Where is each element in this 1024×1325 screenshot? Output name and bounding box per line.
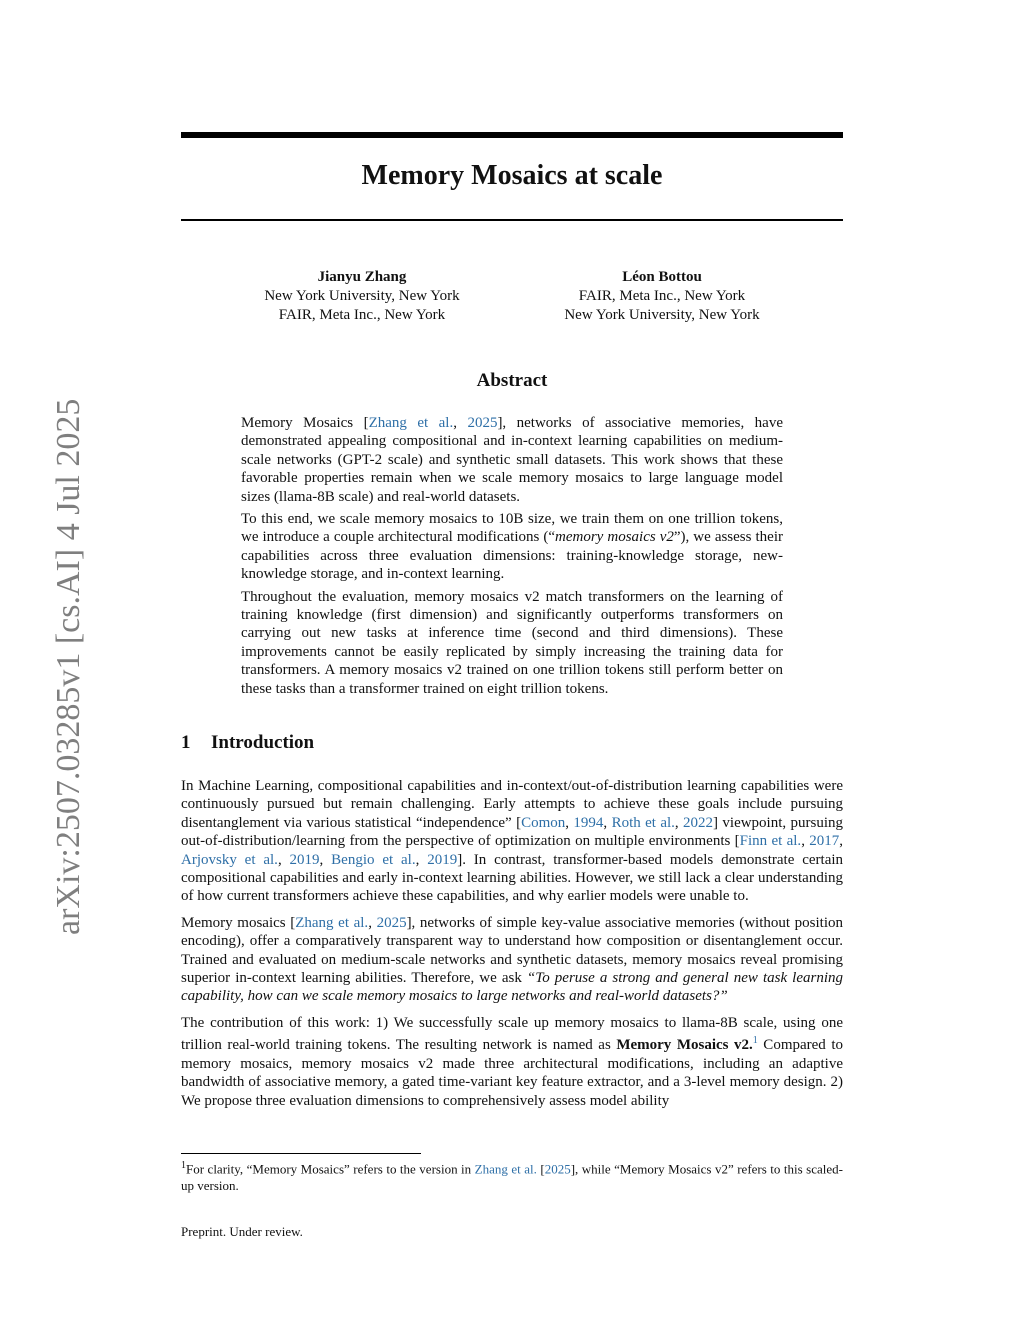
author-affiliation: New York University, New York xyxy=(264,288,460,304)
citation-year-link[interactable]: 2017 xyxy=(809,833,840,850)
footnote-number: 1 xyxy=(181,1160,186,1171)
citation-link[interactable]: Comon xyxy=(521,814,566,831)
footnote-marker-link[interactable]: 1 xyxy=(752,1035,758,1047)
title-rule-bottom xyxy=(181,219,843,221)
author-name: Léon Bottou xyxy=(622,269,702,285)
citation-link[interactable]: Arjovsky et al. xyxy=(181,851,278,868)
citation-year-link[interactable]: 2025 xyxy=(544,1161,571,1177)
paper-title: Memory Mosaics at scale xyxy=(361,160,663,191)
abstract-paragraph: Memory Mosaics [Zhang et al., 2025], networks of associative memories, have demonstrated appealing compositional and in-context learning capabilities on medium-scale networks (GPT-2 scale) and synthetic small datasets. This work shows that these favorable properties remain when we scale memory mosaics to large language model sizes (llama-8B scale) and real-world datasets. xyxy=(241,415,783,505)
citation-link[interactable]: Zhang et al. xyxy=(295,914,369,931)
author-affiliation: FAIR, Meta Inc., New York xyxy=(278,307,446,323)
abstract-heading: Abstract xyxy=(476,370,548,391)
author-name: Jianyu Zhang xyxy=(317,269,407,285)
arxiv-identifier: arXiv:2507.03285v1 [cs.AI] 4 Jul 2025 xyxy=(50,398,87,935)
author-block xyxy=(212,268,512,325)
intro-body xyxy=(181,777,843,1118)
author-affiliation: FAIR, Meta Inc., New York xyxy=(578,288,746,304)
abstract-body xyxy=(241,414,783,702)
citation-link[interactable]: Roth et al. xyxy=(611,814,675,831)
footnote: $^1$For clarity, “Memory Mosaics” refers to the version in Zhang et al. [2025], while “Memory Mosaics v2” refers to this scaled-up version. xyxy=(181,1160,843,1194)
intro-paragraph: In Machine Learning, compositional capabilities and in-context/out-of-distribution learning capabilities were continuously pursued but remain challenging. Early attempts to achieve these goals include pursuing disentanglement via various statistical “independence” [Comon, 1994, Roth et al., 2022] viewpoint, pursuing out-of-distribution/learning from the perspective of optimization on multiple environments [Finn et al., 2017, Arjovsky et al., 2019, Bengio et al., 2019]. In contrast, transformer-based models demonstrate certain compositional capabilities and early in-context learning abilities. However, we still lack a clear understanding of how current transformers achieve these capabilities, and why earlier models were unable to. xyxy=(181,778,844,905)
intro-paragraph: The contribution of this work: 1) We successfully scale up memory mosaics to llama-8B scale, using one trillion real-world training tokens. The resulting network is named as Memory Mosaics v2.$^1$ Compared to memory mosaics, memory mosaics v2 made three architectural modifications, including an adaptive bandwidth of associative memory, a gated time-variant key feature extractor, and a 3-level memory design. 2) We propose three evaluation dimensions to comprehensively assess model ability xyxy=(181,1014,843,1109)
citation-year-link[interactable]: 2025 xyxy=(467,415,498,431)
section-number: 1 xyxy=(181,732,191,753)
title-rule-top xyxy=(181,132,843,138)
intro-paragraph: Memory mosaics [Zhang et al., 2025], networks of simple key-value associative memories (without position encoding), offer a comparatively transparent way to understand how composition or disentanglement occur. Trained and evaluated on medium-scale networks and synthetic datasets, memory mosaics reveal promising superior in-context learning abilities. Therefore, we ask “To peruse a strong and general new task learning capability, how can we scale memory mosaics to large networks and real-world datasets?” xyxy=(181,914,843,1005)
citation-year-link[interactable]: 2019 xyxy=(289,851,320,868)
section-heading xyxy=(181,732,314,754)
citation-link[interactable]: Zhang et al. xyxy=(368,415,454,431)
abstract-paragraph: To this end, we scale memory mosaics to 10B size, we train them on one trillion tokens, we introduce a couple architectural modifications (“memory mosaics v2”), we assess their capabilities across three evaluation dimensions: training-knowledge storage, new-knowledge storage, and in-context learning. xyxy=(241,511,783,583)
footnote-rule xyxy=(181,1153,421,1154)
citation-year-link[interactable]: 1994 xyxy=(573,814,604,831)
section-title: Introduction xyxy=(211,732,315,753)
citation-year-link[interactable]: 2022 xyxy=(683,814,714,831)
abstract-paragraph: Throughout the evaluation, memory mosaics v2 match transformers on the learning of training knowledge (first dimension) and significantly outperforms transformers on carrying out new tasks at inference time (second and third dimensions). These improvements cannot be easily replicated by simply increasing the training data for transformers. A memory mosaics v2 trained on one trillion tokens still perform better on these tasks than a transformer trained on eight trillion tokens. xyxy=(241,588,783,697)
citation-link[interactable]: Bengio et al. xyxy=(331,851,416,868)
citation-year-link[interactable]: 2019 xyxy=(427,851,458,868)
citation-link[interactable]: Zhang et al. xyxy=(474,1161,537,1177)
citation-link[interactable]: Finn et al. xyxy=(739,833,802,850)
preprint-footer: Preprint. Under review. xyxy=(181,1224,303,1239)
citation-year-link[interactable]: 2025 xyxy=(376,914,407,931)
author-block xyxy=(512,268,812,325)
author-affiliation: New York University, New York xyxy=(564,307,760,323)
